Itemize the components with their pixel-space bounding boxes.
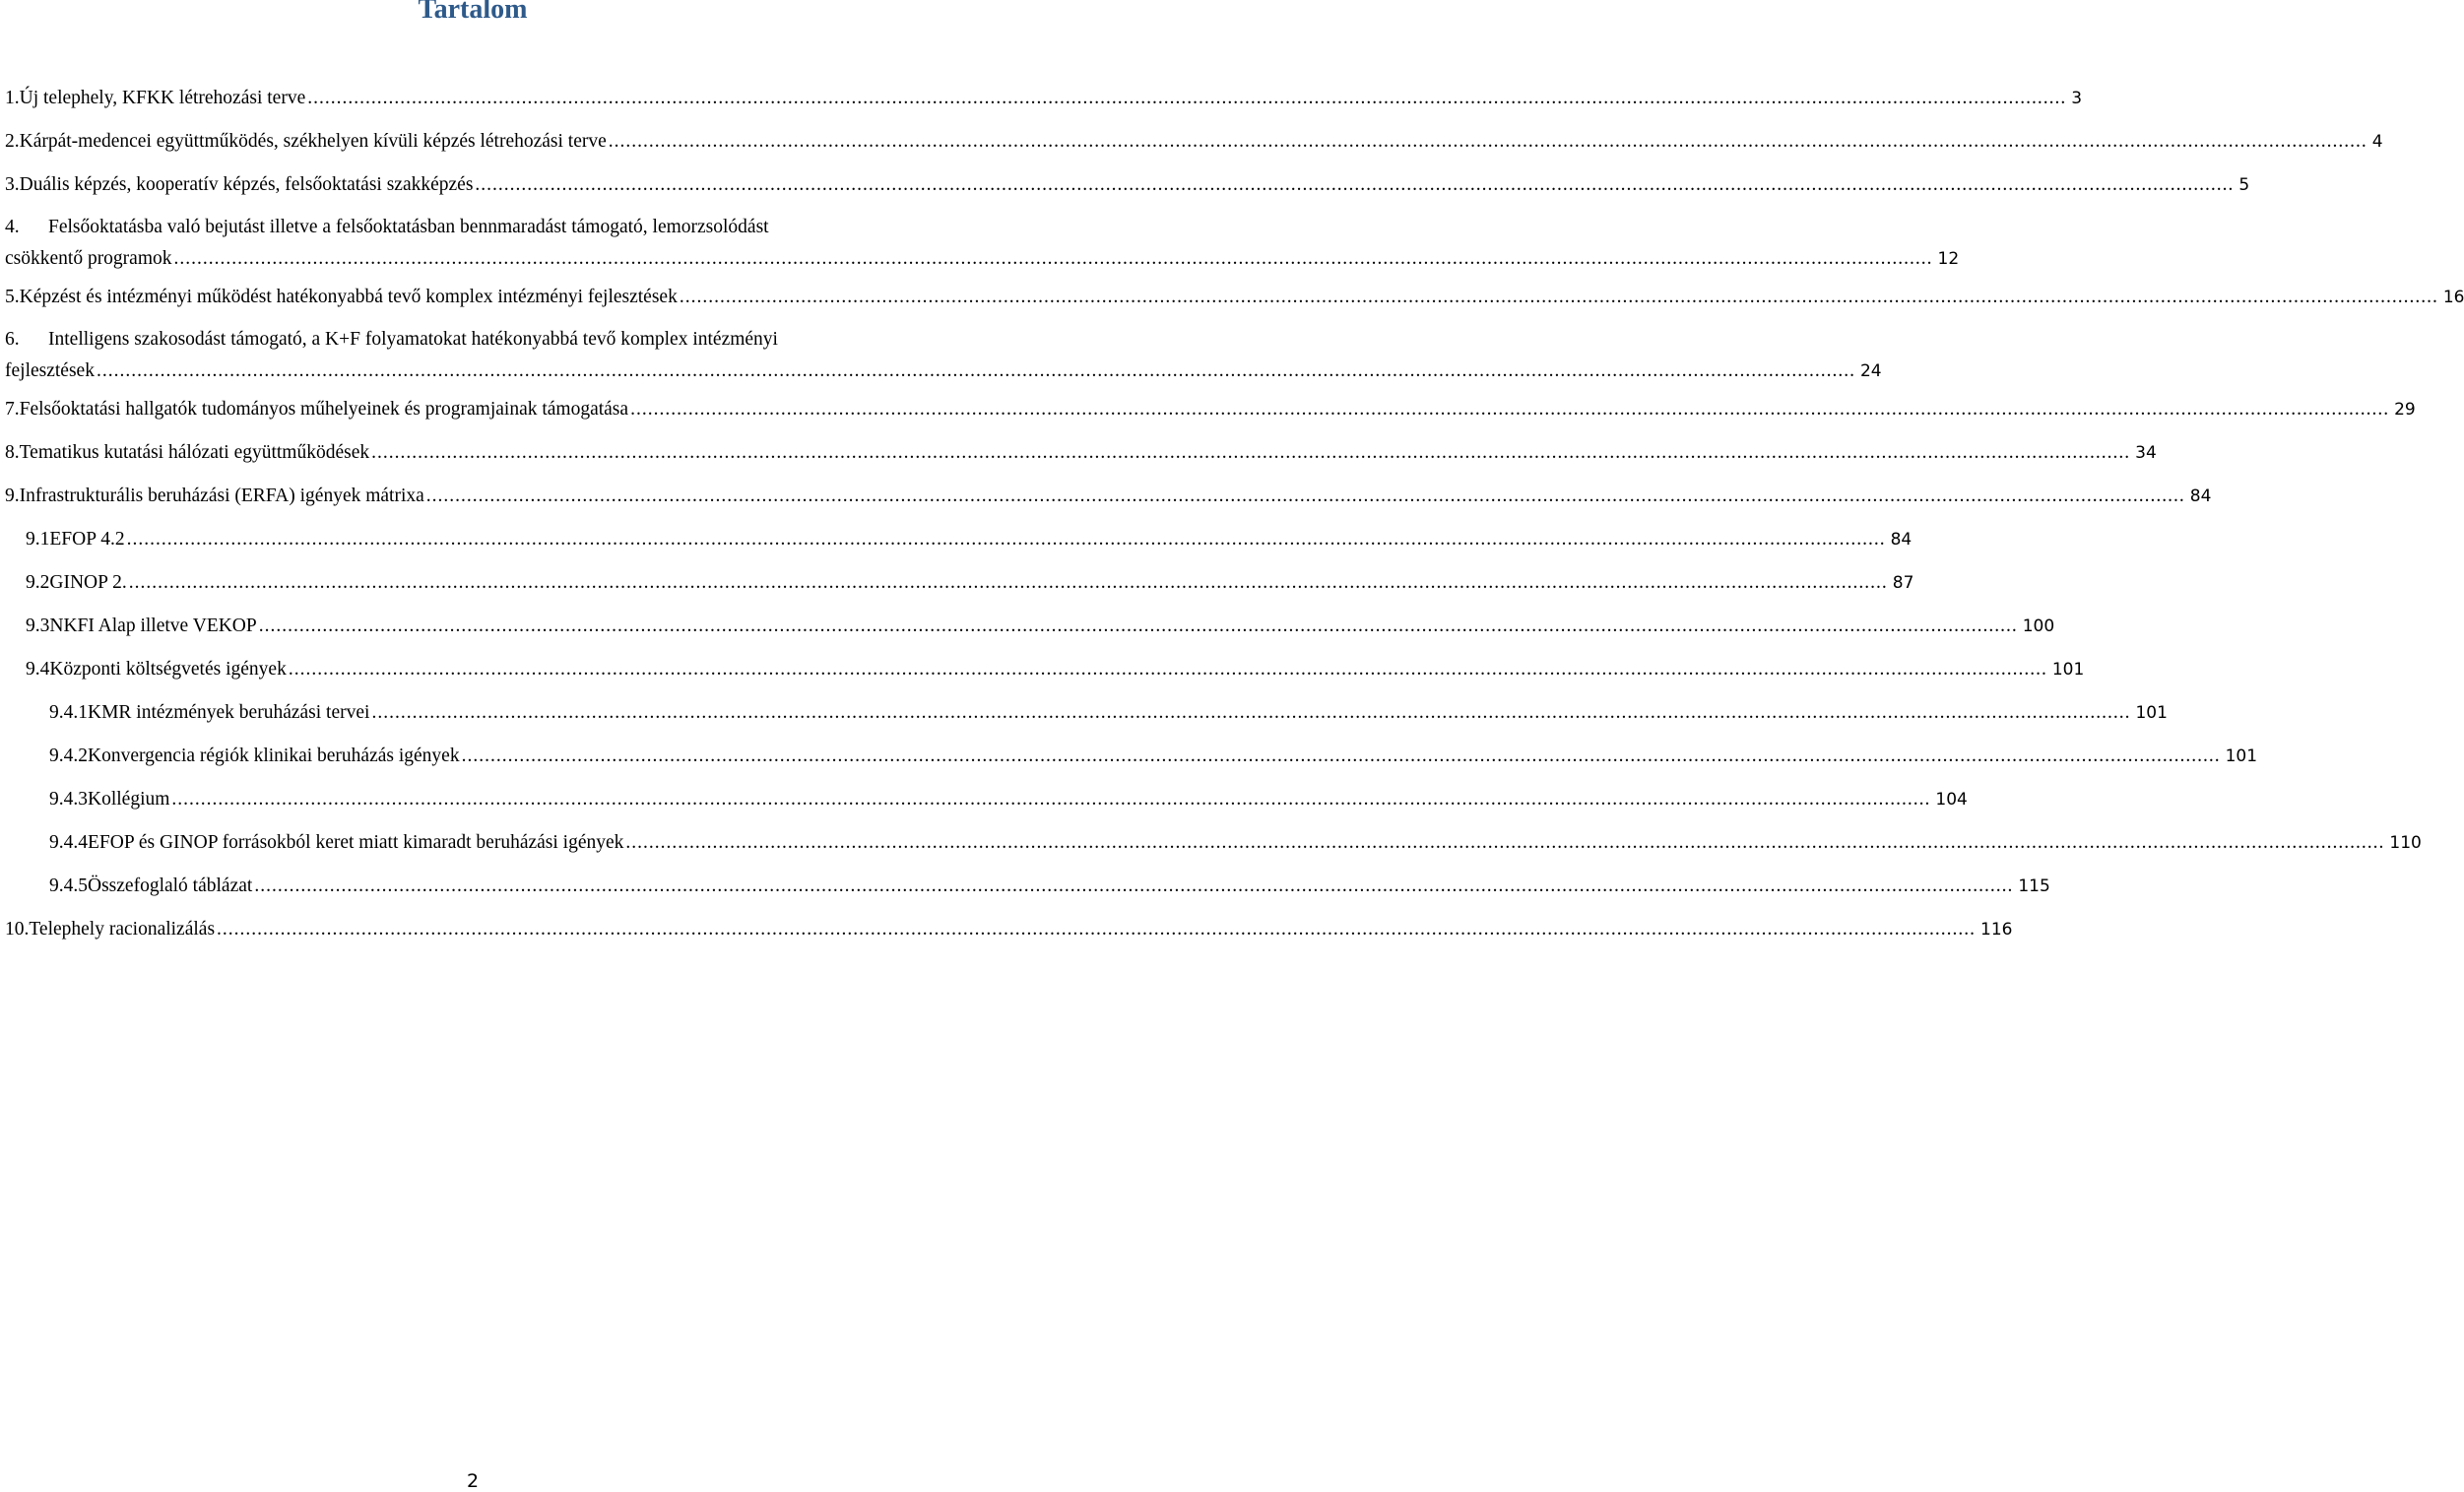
toc-entry-page: 34: [2135, 443, 2157, 463]
toc-entry-9-4-1[interactable]: [0, 691, 2168, 735]
toc-entry-9-4-2[interactable]: [0, 735, 2258, 778]
toc-dot-leader: [609, 120, 2367, 162]
toc-entry-title: Kollégium: [88, 789, 170, 810]
toc-dot-leader: [462, 735, 2221, 777]
toc-dot-leader: [625, 821, 2384, 864]
toc-entry-number: 9.: [5, 486, 20, 506]
toc-entry-page: 24: [1859, 361, 1882, 381]
toc-entry-title-line1: Felsőoktatásba való bejutást illetve a felsőoktatásban bennmaradást támogató, lemorzsolódást: [48, 217, 769, 237]
toc-entry-title-line2: fejlesztések: [5, 360, 95, 381]
toc-dot-leader: [426, 475, 2185, 517]
toc-entry-page: 101: [2051, 660, 2085, 680]
toc-dot-leader: [475, 163, 2234, 206]
toc-entry-9[interactable]: [0, 475, 2212, 518]
toc-entry-number: 3.: [5, 174, 20, 195]
toc-dot-leader: [371, 431, 2130, 474]
toc-entry-number: 9.3: [26, 616, 50, 636]
toc-entry-page: 84: [2189, 487, 2212, 506]
toc-entry-title-line2: csökkentő programok: [5, 248, 172, 269]
toc-entry-10[interactable]: [0, 908, 2013, 951]
toc-entry-page: 12: [1937, 249, 1960, 269]
toc-entry-number: 5.: [5, 287, 20, 307]
toc-entry-number: 9.4: [26, 659, 50, 680]
toc-entry-page: 16: [2442, 288, 2464, 307]
toc-dot-leader: [217, 908, 1976, 950]
toc-entry-9-4-5[interactable]: [0, 865, 2050, 908]
toc-entry-number: 8.: [5, 442, 20, 463]
toc-entry-title: Konvergencia régiók klinikai beruházás igények: [88, 746, 460, 766]
toc-entry-number: 9.4.5: [49, 876, 88, 896]
toc-entry-title: NKFI Alap illetve VEKOP: [49, 616, 257, 636]
toc-entry-number: 1.: [5, 88, 20, 108]
page-number: 2: [466, 1470, 480, 1492]
toc-entry-title: Tematikus kutatási hálózati együttműködések: [19, 442, 370, 463]
toc-entry-page: 5: [2238, 175, 2250, 195]
toc-entry-9-1[interactable]: [0, 518, 1913, 561]
toc-entry-7[interactable]: [0, 388, 2416, 431]
toc-entry-page: 116: [1980, 920, 2013, 940]
toc-entry-number: 6.: [5, 329, 20, 350]
toc-entry-title: Központi költségvetés igények: [49, 659, 287, 680]
toc-entry-title: Képzést és intézményi működést hatékonyabbá tevő komplex intézményi fejlesztések: [19, 287, 678, 307]
toc-entry-title: Kárpát-medencei együttműködés, székhelyen kívüli képzés létrehozási terve: [19, 131, 607, 152]
toc-entry-6[interactable]: [0, 319, 1882, 388]
toc-dot-leader: [127, 518, 1886, 560]
toc-entry-2[interactable]: [0, 120, 2383, 163]
toc-entry-page: 4: [2371, 132, 2383, 152]
toc-entry-title: Összefoglaló táblázat: [88, 876, 253, 896]
toc-dot-leader: [129, 561, 1888, 604]
toc-entry-title-line1: Intelligens szakosodást támogató, a K+F folyamatokat hatékonyabbá tevő komplex intézményi: [48, 329, 778, 350]
toc-entry-number: 9.4.1: [49, 702, 88, 723]
toc-dot-leader: [97, 355, 1855, 388]
toc-entry-number: 9.4.3: [49, 789, 88, 810]
toc-entry-9-4-3[interactable]: [0, 778, 1968, 821]
toc-dot-leader: [259, 605, 2018, 647]
toc-entry-9-4-4[interactable]: [0, 821, 2422, 865]
toc-entry-page: 29: [2394, 400, 2416, 420]
toc-entry-number: 9.2: [26, 572, 50, 593]
toc-dot-leader: [254, 865, 2013, 907]
toc-entry-title: Infrastrukturális beruházási (ERFA) igények mátrixa: [19, 486, 424, 506]
page-title: Tartalom: [418, 0, 528, 25]
toc-entry-title: EFOP 4.2: [49, 529, 125, 550]
toc-entry-number: 9.4.4: [49, 832, 88, 853]
toc-dot-leader: [174, 242, 1933, 276]
toc-dot-leader: [371, 691, 2130, 734]
toc-entry-page: 3: [2071, 89, 2083, 108]
toc-dot-leader: [307, 77, 2066, 119]
toc-entry-number: 9.4.2: [49, 746, 88, 766]
toc-entry-title: Új telephely, KFKK létrehozási terve: [19, 88, 306, 108]
toc-entry-9-2[interactable]: [0, 561, 1914, 605]
toc-entry-1[interactable]: [0, 77, 2083, 120]
toc-entry-page: 87: [1892, 573, 1914, 593]
toc-entry-title: Felsőoktatási hallgatók tudományos műhelyeinek és programjainak támogatása: [19, 399, 629, 420]
toc-entry-number: 2.: [5, 131, 20, 152]
toc-entry-8[interactable]: [0, 431, 2157, 475]
toc-entry-5[interactable]: [0, 276, 2464, 319]
toc-entry-title: KMR intézmények beruházási tervei: [88, 702, 370, 723]
toc-entry-page: 115: [2018, 876, 2050, 896]
toc-dot-leader: [680, 276, 2438, 318]
toc-entry-4[interactable]: [0, 207, 1960, 276]
toc-dot-leader: [630, 388, 2389, 430]
toc-entry-title: Duális képzés, kooperatív képzés, felsőoktatási szakképzés: [19, 174, 474, 195]
table-of-contents: [0, 77, 2464, 951]
toc-entry-page: 84: [1890, 530, 1913, 550]
toc-entry-title: GINOP 2.: [49, 572, 127, 593]
toc-entry-number: 4.: [5, 217, 20, 237]
toc-entry-9-4[interactable]: [0, 648, 2085, 691]
toc-entry-3[interactable]: [0, 163, 2250, 207]
toc-dot-leader: [171, 778, 1930, 820]
toc-dot-leader: [289, 648, 2047, 690]
toc-entry-number: 7.: [5, 399, 20, 420]
toc-entry-number: 10.: [5, 919, 30, 940]
toc-entry-page: 100: [2022, 616, 2055, 636]
toc-entry-9-3[interactable]: [0, 605, 2055, 648]
toc-entry-title: Telephely racionalizálás: [29, 919, 216, 940]
toc-entry-page: 104: [1935, 790, 1968, 810]
toc-entry-number: 9.1: [26, 529, 50, 550]
toc-entry-page: 101: [2135, 703, 2168, 723]
toc-entry-page: 110: [2389, 833, 2422, 853]
toc-entry-page: 101: [2225, 746, 2258, 766]
toc-entry-title: EFOP és GINOP forrásokból keret miatt kimaradt beruházási igények: [88, 832, 624, 853]
